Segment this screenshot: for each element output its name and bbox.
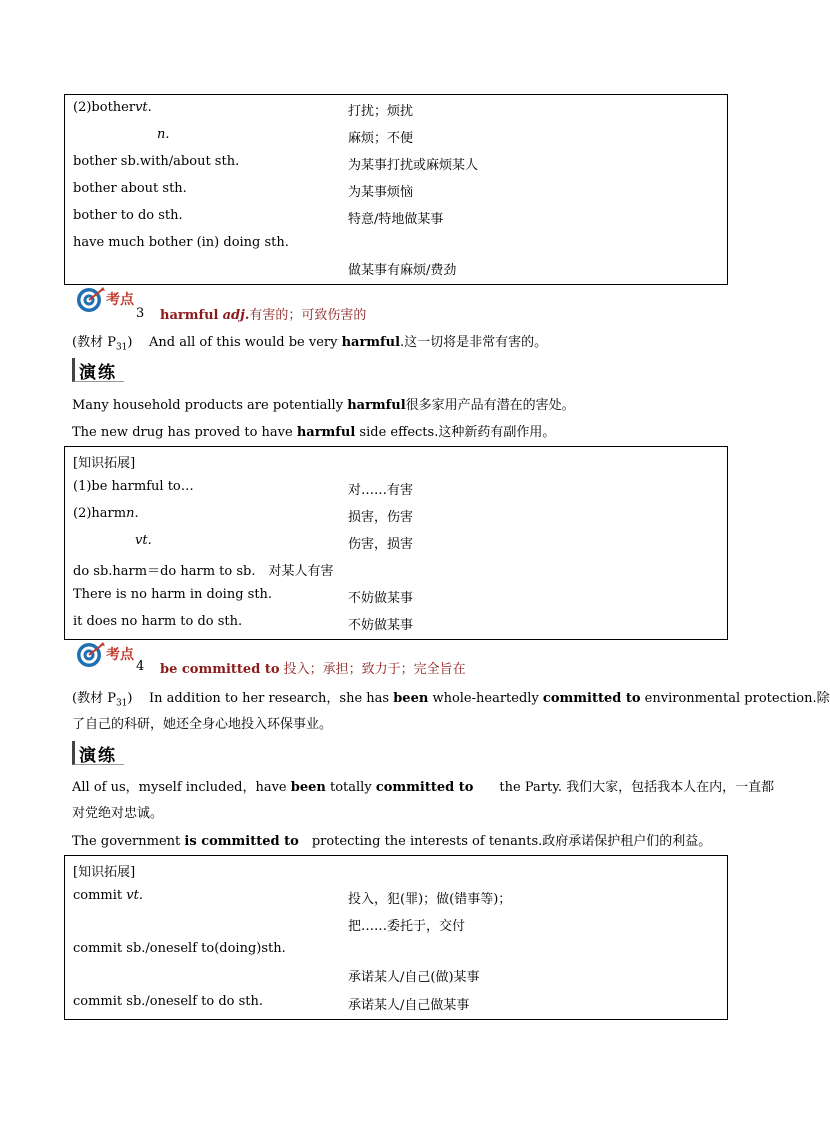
kaodian-3-heading: harmful adj.有害的；可致伤害的 [160,308,367,323]
practice-4-sentence-1: All of us，myself included，have been totally committed to the Party. 我们大家，包括我本人在内，一直都 [72,780,775,795]
box1-row1-right: 打扰；烦扰 [348,104,414,119]
box1-row6-left: have much bother (in) doing sth. [73,235,289,250]
box2-row2-left: (2)harmn. [73,506,139,521]
target-icon [76,286,106,314]
box2-row2-right: 损害，伤害 [348,510,414,525]
box2-row4: do sb.harm＝do harm to sb. 对某人有害 [73,564,334,579]
box3-row4-right: 承诺某人/自己(做)某事 [348,970,480,985]
practice-label-1: 演练 [72,358,124,382]
box1-row2-left: n. [157,127,170,142]
kaodian-3-number: 3 [136,306,145,321]
practice-3-sentence-1: Many household products are potentially harmful很多家用产品有潜在的害处。 [72,398,575,413]
box3-row2-right: 把……委托于，交付 [348,919,466,934]
kaodian-4-textbook-example: (教材 $P_{31}$) In addition to her research，she has been whole-heartedly committed to environmental protection.除 [72,691,830,709]
harm-expansion-box [64,446,728,640]
box1-row7-right: 做某事有麻烦/费劲 [348,263,457,278]
box3-row1-left: commit vt. [73,888,143,903]
practice-4-sentence-2: The government is committed to protecting the interests of tenants.政府承诺保护租户们的利益。 [72,834,712,849]
box1-row1-left: (2)bothervt. [73,100,152,115]
box2-row1-left: (1)be harmful to… [73,479,194,494]
box3-row5-left: commit sb./oneself to do sth. [73,994,264,1009]
kaodian-3-textbook-example: (教材 $P_{31}$) And all of this would be very harmful.这一切将是非常有害的。 [72,335,548,353]
practice-3-sentence-2: The new drug has proved to have harmful side effects.这种新药有副作用。 [72,425,556,440]
box2-row5-right: 不妨做某事 [348,591,414,606]
box1-row4-right: 为某事烦恼 [348,185,414,200]
bother-expansion-box [64,94,728,285]
target-icon [76,641,106,669]
box1-row3-left: bother sb.with/about sth. [73,154,240,169]
practice-label-2: 演练 [72,741,124,765]
box1-row4-left: bother about sth. [73,181,187,196]
kaodian-4-badge [76,641,138,669]
kaodian-4-number: 4 [136,659,145,674]
practice-4-sentence-1-line2: 对党绝对忠诚。 [72,806,164,821]
box1-row5-left: bother to do sth. [73,208,183,223]
box3-row3-left: commit sb./oneself to(doing)sth. [73,941,286,956]
box2-title: [知识拓展] [73,456,136,471]
kaodian-label: 考点 [106,292,134,308]
kaodian-4-heading: be committed to 投入；承担；致力于；完全旨在 [160,662,466,677]
box3-row1-right: 投入，犯(罪)；做(错事等)； [348,892,512,907]
box2-row5-left: There is no harm in doing sth. [73,587,273,602]
kaodian-label: 考点 [106,647,134,663]
box1-row3-right: 为某事打扰或麻烦某人 [348,158,479,173]
box3-title: [知识拓展] [73,865,136,880]
box1-row2-right: 麻烦；不便 [348,131,414,146]
box2-row3-left: vt. [135,533,152,548]
box2-row1-right: 对……有害 [348,483,414,498]
box2-row6-right: 不妨做某事 [348,618,414,633]
box3-row5-right: 承诺某人/自己做某事 [348,998,470,1013]
kaodian-4-textbook-example-line2: 了自己的科研，她还全身心地投入环保事业。 [72,717,333,732]
kaodian-3-badge [76,286,138,314]
box2-row3-right: 伤害，损害 [348,537,414,552]
box1-row5-right: 特意/特地做某事 [348,212,444,227]
box2-row6-left: it does no harm to do sth. [73,614,243,629]
commit-expansion-box [64,855,728,1020]
